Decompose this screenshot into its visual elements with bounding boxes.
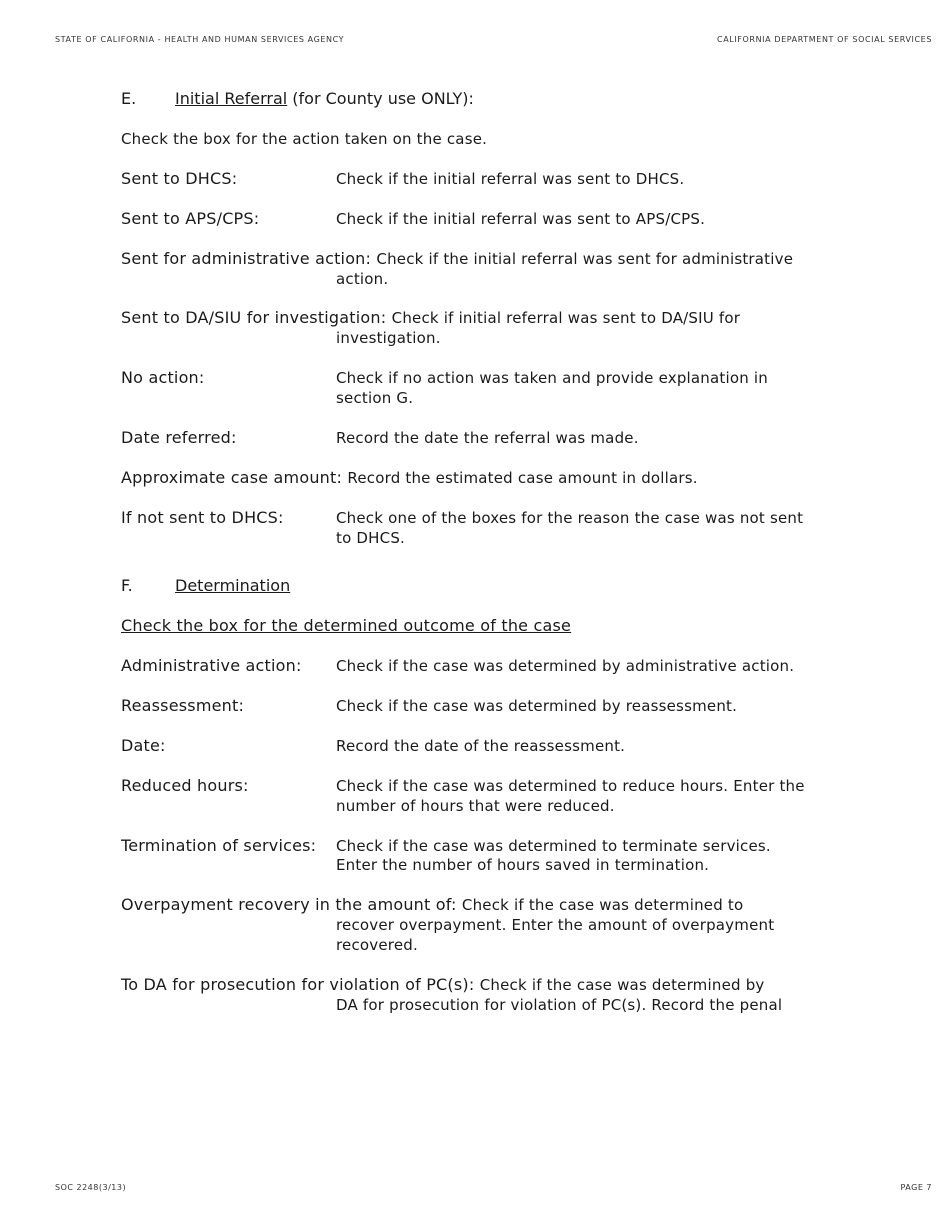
item-desc: Check if the case was determined by administrative action. xyxy=(336,657,795,675)
item-desc-cont: number of hours that were reduced. xyxy=(336,797,615,815)
item-label: Approximate case amount: xyxy=(121,468,343,487)
item-label: Sent to DA/SIU for investigation: xyxy=(121,308,387,327)
item-label-inline xyxy=(121,975,765,995)
item-desc: Check if the case was determined by reassessment. xyxy=(336,697,738,715)
section-e-intro: Check the box for the action taken on the case. xyxy=(121,130,488,148)
item-label-inline xyxy=(121,249,793,269)
header-agency: STATE OF CALIFORNIA - HEALTH AND HUMAN SERVICES AGENCY xyxy=(55,35,345,44)
item-desc: Check one of the boxes for the reason the case was not sent xyxy=(336,509,804,527)
section-f-letter: F. xyxy=(121,576,133,595)
item-desc: Record the estimated case amount in dollars. xyxy=(347,469,698,487)
item-desc: Check if the case was determined to xyxy=(461,896,744,914)
footer-page-number: PAGE 7 xyxy=(900,1183,932,1192)
item-desc-cont: section G. xyxy=(336,389,414,407)
item-label: Overpayment recovery in the amount of: xyxy=(121,895,457,914)
item-desc: Record the date of the reassessment. xyxy=(336,737,626,755)
item-label: Administrative action: xyxy=(121,656,302,675)
item-desc-cont: Enter the number of hours saved in termination. xyxy=(336,856,710,874)
item-desc: Check if the case was determined to terminate services. xyxy=(336,837,771,855)
item-desc: Record the date the referral was made. xyxy=(336,429,639,447)
item-label: Sent for administrative action: xyxy=(121,249,372,268)
item-label: No action: xyxy=(121,368,205,387)
item-label: Date: xyxy=(121,736,166,755)
section-f-title: Determination xyxy=(175,576,291,595)
item-desc-cont: investigation. xyxy=(336,329,441,347)
item-label-inline xyxy=(121,895,743,915)
section-e-heading xyxy=(175,89,474,109)
item-desc-cont: recover overpayment. Enter the amount of overpayment xyxy=(336,916,775,934)
item-desc-cont: to DHCS. xyxy=(336,529,406,547)
item-desc: Check if the initial referral was sent to DHCS. xyxy=(336,170,685,188)
item-desc: Check if the case was determined by xyxy=(479,976,765,994)
footer-form-number: SOC 2248(3/13) xyxy=(55,1183,127,1192)
header-department: CALIFORNIA DEPARTMENT OF SOCIAL SERVICES xyxy=(717,35,932,44)
section-f-intro: Check the box for the determined outcome of the case xyxy=(121,616,572,635)
item-label-inline xyxy=(121,468,698,488)
item-label: If not sent to DHCS: xyxy=(121,508,284,527)
item-desc-cont: action. xyxy=(336,270,389,288)
item-desc-cont: DA for prosecution for violation of PC(s). Record the penal xyxy=(336,996,783,1014)
section-e-letter: E. xyxy=(121,89,137,108)
item-label: Reduced hours: xyxy=(121,776,249,795)
item-desc-cont: recovered. xyxy=(336,936,418,954)
item-desc: Check if the initial referral was sent to APS/CPS. xyxy=(336,210,706,228)
item-desc: Check if the initial referral was sent for administrative xyxy=(376,250,794,268)
section-e-title: Initial Referral xyxy=(175,89,288,108)
item-label: Termination of services: xyxy=(121,836,317,855)
item-desc: Check if initial referral was sent to DA/SIU for xyxy=(391,309,741,327)
item-label: Date referred: xyxy=(121,428,237,447)
section-e-title-suffix: (for County use ONLY): xyxy=(287,89,474,108)
item-desc: Check if the case was determined to reduce hours. Enter the xyxy=(336,777,805,795)
item-label-inline xyxy=(121,308,740,328)
item-label: Sent to APS/CPS: xyxy=(121,209,260,228)
item-label: Sent to DHCS: xyxy=(121,169,238,188)
item-label: Reassessment: xyxy=(121,696,245,715)
item-desc: Check if no action was taken and provide explanation in xyxy=(336,369,768,387)
item-label: To DA for prosecution for violation of PC(s): xyxy=(121,975,475,994)
